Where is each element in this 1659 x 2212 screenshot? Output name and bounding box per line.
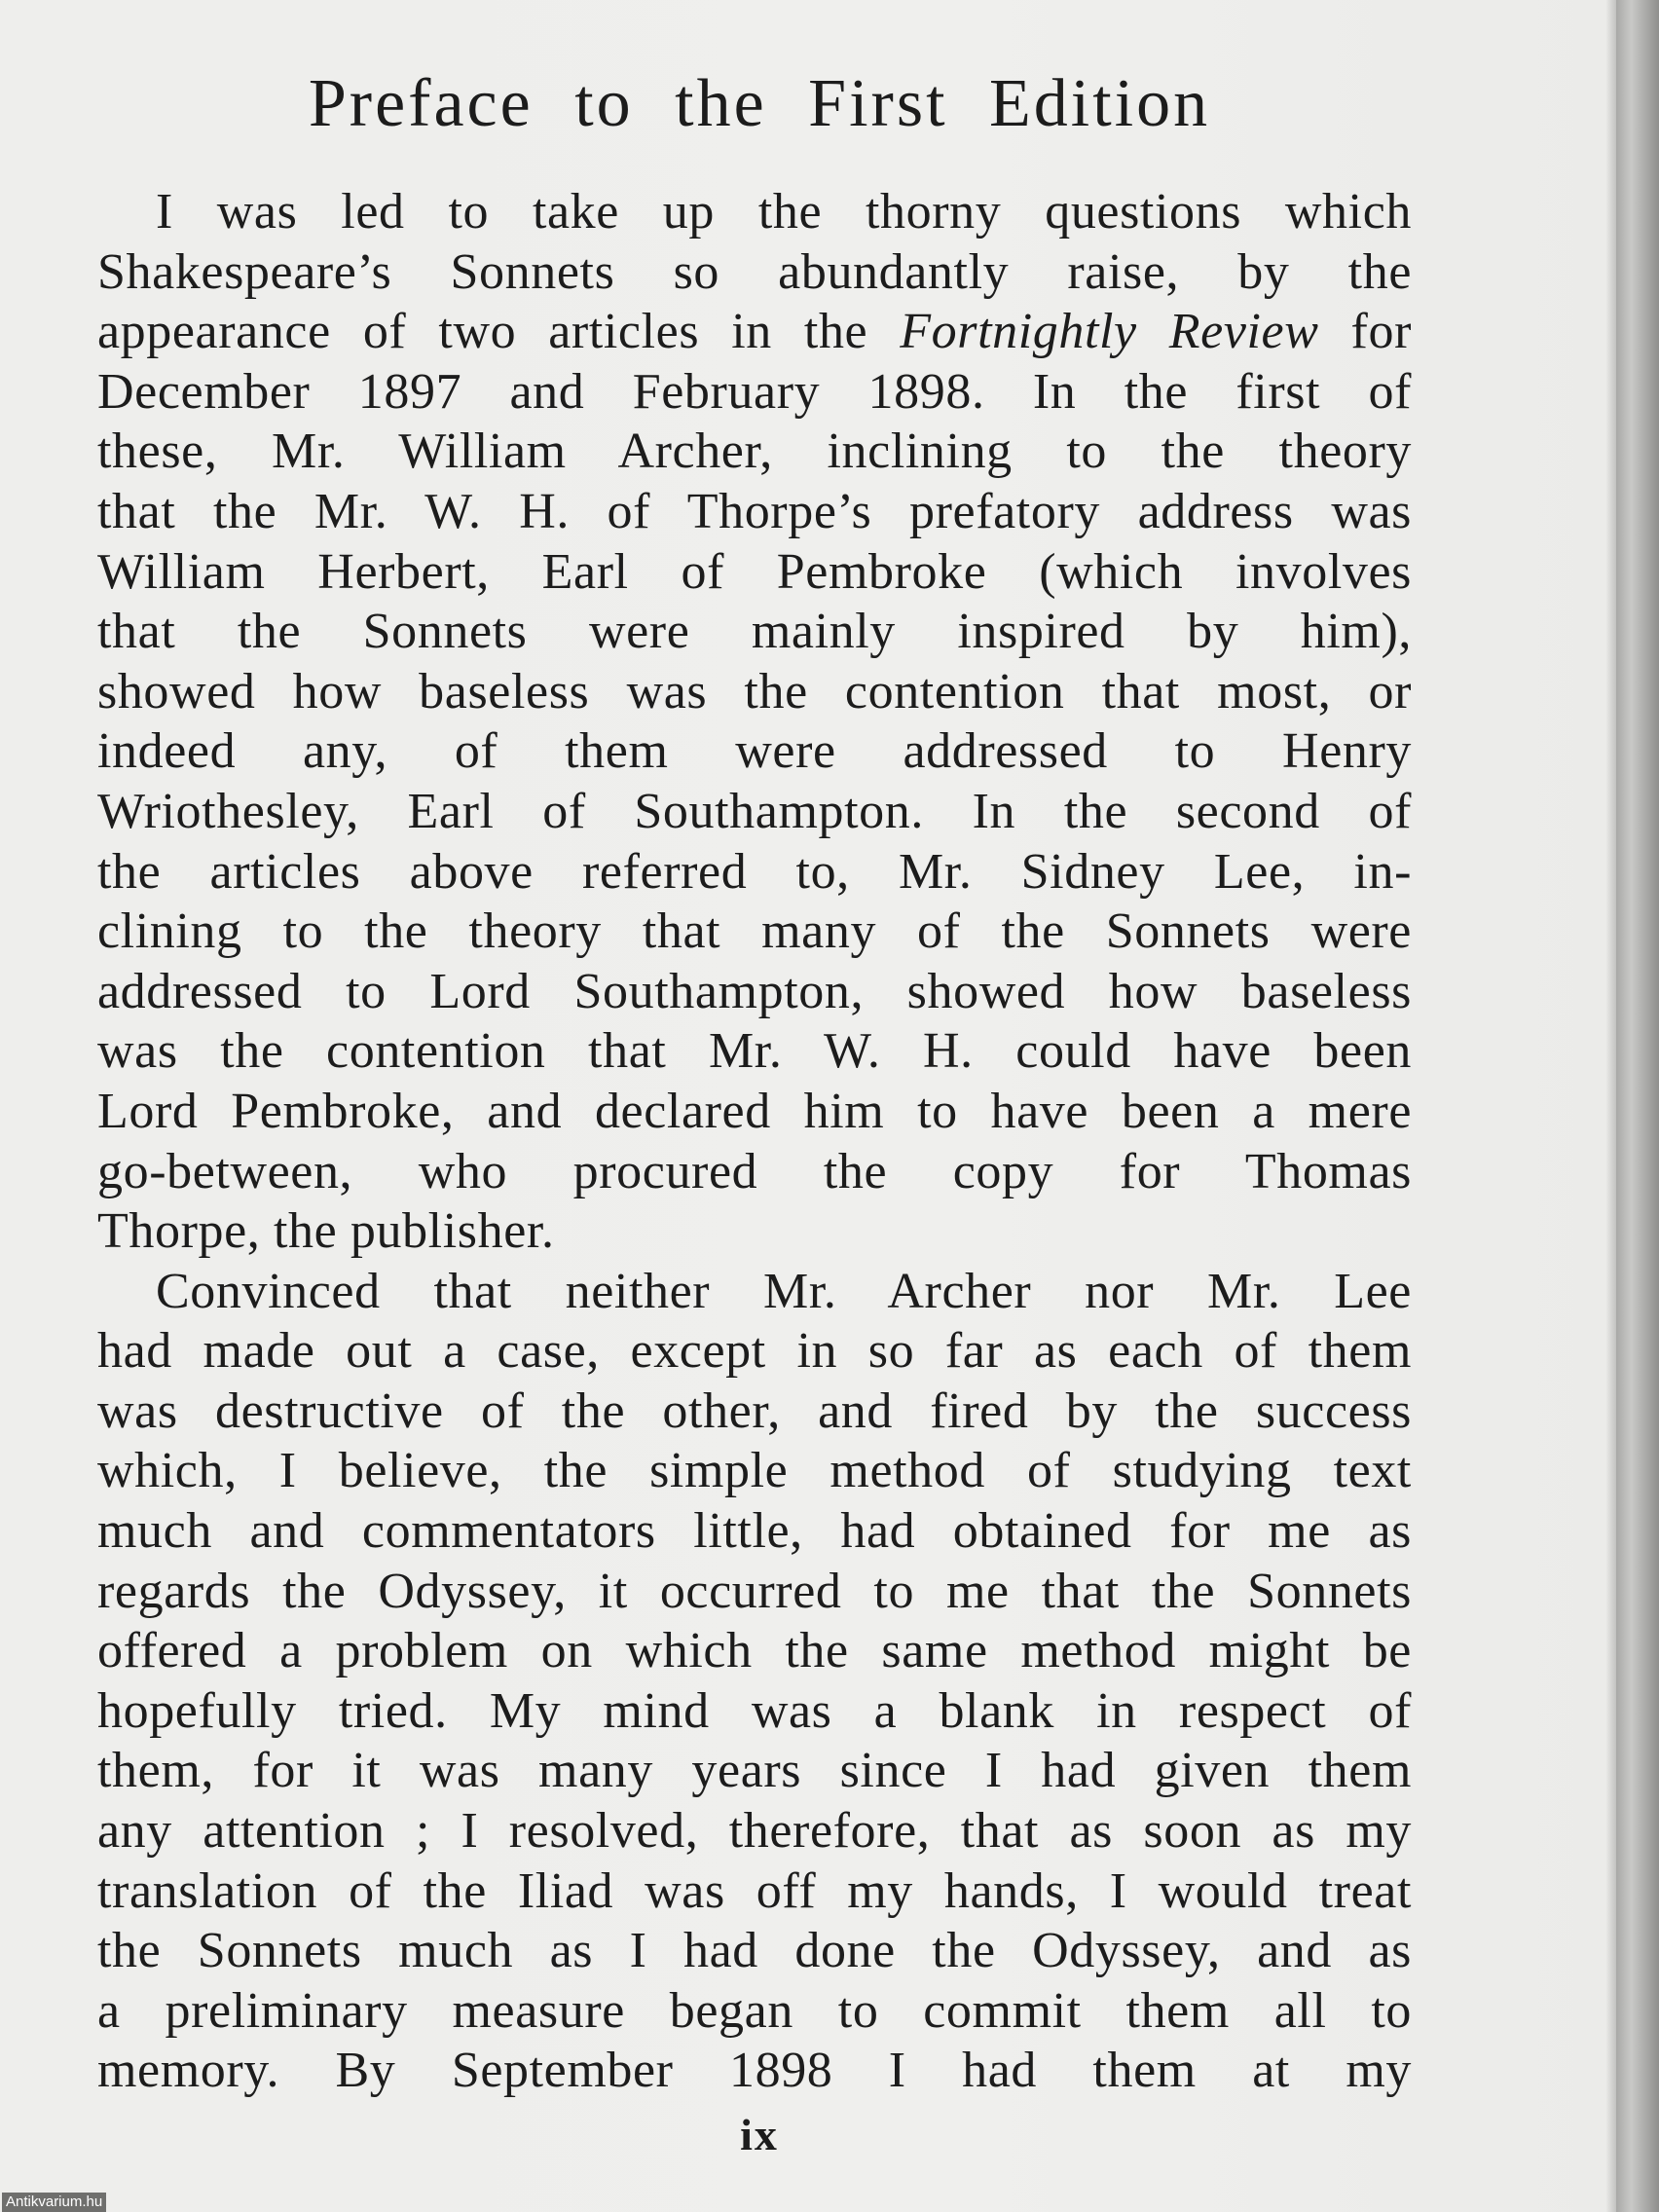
page-title: Preface to the First Edition: [308, 66, 1211, 141]
text-line: Thorpe, the publisher.: [97, 1203, 555, 1260]
text-line: Shakespeare’s Sonnets so abundantly raise, by the: [97, 243, 1412, 300]
text-line: much and commentators little, had obtained for me as: [97, 1503, 1412, 1560]
text-line: these, Mr. William Archer, inclining to the theory: [97, 424, 1412, 480]
text-line: indeed any, of them were addressed to Henry: [97, 723, 1412, 780]
text-line: William Herbert, Earl of Pembroke (which involves: [97, 543, 1412, 600]
text-line: Convinced that neither Mr. Archer nor Mr. Lee: [156, 1263, 1412, 1319]
text-line: had made out a case, except in so far as each of them: [97, 1323, 1412, 1380]
page-gutter-shadow: [1606, 0, 1616, 2212]
text-line: hopefully tried. My mind was a blank in respect of: [97, 1682, 1412, 1739]
text-line: them, for it was many years since I had given them: [97, 1743, 1412, 1799]
text-line: any attention ; I resolved, therefore, that as soon as my: [97, 1803, 1412, 1860]
journal-title: Fortnightly Review: [900, 304, 1319, 360]
text-line: I was led to take up the thorny questions which: [156, 184, 1412, 240]
text-segment: for: [1318, 304, 1412, 360]
text-line: translation of the Iliad was off my hands, I would treat: [97, 1862, 1412, 1919]
text-line: that the Mr. W. H. of Thorpe’s prefatory address was: [97, 483, 1412, 539]
text-line: a preliminary measure began to commit them all to: [97, 1982, 1412, 2039]
body-text: [97, 182, 1412, 2101]
text-line-with-italic: [97, 302, 1412, 362]
text-line: was destructive of the other, and fired by the success: [97, 1382, 1412, 1439]
text-line: memory. By September 1898 I had them at my: [97, 2043, 1412, 2099]
text-line: Wriothesley, Earl of Southampton. In the second of: [97, 783, 1412, 839]
text-segment: appearance of two articles in the: [97, 304, 901, 360]
page-number: ix: [740, 2110, 779, 2159]
text-line: showed how baseless was the contention that most, or: [97, 663, 1412, 719]
text-line: offered a problem on which the same method might be: [97, 1623, 1412, 1679]
text-line: Lord Pembroke, and declared him to have been a mere: [97, 1083, 1412, 1139]
text-line: clining to the theory that many of the Sonnets were: [97, 903, 1412, 960]
text-line: regards the Odyssey, it occurred to me that the Sonnets: [97, 1563, 1412, 1619]
text-line: addressed to Lord Southampton, showed how baseless: [97, 963, 1412, 1019]
text-line: go-between, who procured the copy for Thomas: [97, 1143, 1412, 1199]
watermark: Antikvarium.hu: [2, 2193, 106, 2212]
text-line: was the contention that Mr. W. H. could have been: [97, 1023, 1412, 1080]
page-edge: [1616, 0, 1659, 2212]
text-line: the articles above referred to, Mr. Sidney Lee, in-: [97, 843, 1412, 900]
text-line: that the Sonnets were mainly inspired by him),: [97, 604, 1412, 660]
text-line: December 1897 and February 1898. In the first of: [97, 363, 1412, 420]
text-line: the Sonnets much as I had done the Odyssey, and as: [97, 1923, 1412, 1979]
text-line: which, I believe, the simple method of studying text: [97, 1443, 1412, 1499]
